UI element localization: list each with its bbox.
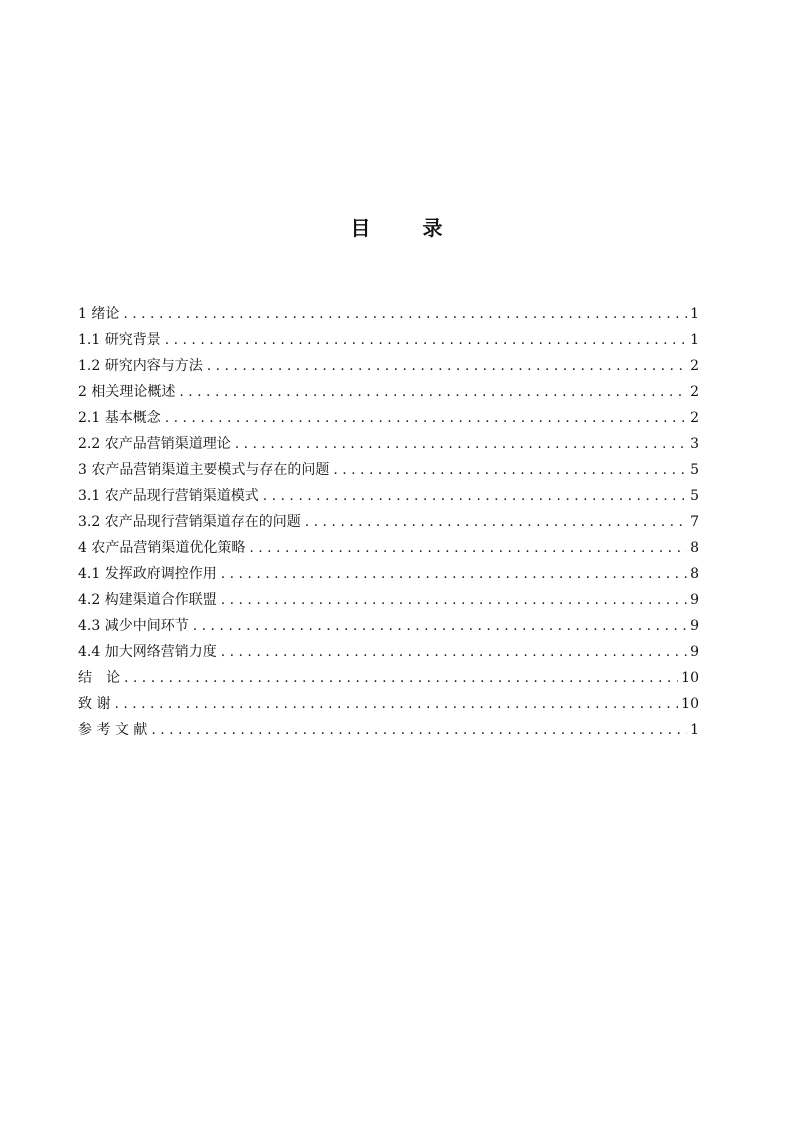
toc-entry-page-number: 2 [690,358,699,374]
toc-entry-label: 2.2 农产品营销渠道理论 [78,436,231,452]
toc-entry-page-number: 10 [681,670,699,686]
toc-entry[interactable] [78,613,699,639]
toc-entry-label: 1.1 研究背景 [78,332,161,348]
toc-dot-leader [207,353,687,379]
toc-entry-label: 4 农产品营销渠道优化策略 [78,540,246,556]
toc-dot-leader [165,327,687,353]
toc-entry[interactable] [78,379,699,405]
toc-entry[interactable] [78,509,699,535]
toc-entry-label: 1 绪论 [78,306,120,322]
toc-dot-leader [235,431,687,457]
toc-entry-page-number: 1 [690,306,699,322]
toc-entry-label: 结 论 [78,670,120,686]
toc-entry-label: 2 相关理论概述 [78,384,176,400]
toc-entry-page-number: 5 [690,488,699,504]
toc-entry-page-number: 1 [690,332,699,348]
toc-entry-page-number: 8 [690,566,699,582]
toc-entry[interactable] [78,561,699,587]
toc-entry-page-number: 2 [690,384,699,400]
toc-entry[interactable] [78,717,699,743]
toc-entry-label: 参 考 文 献 [78,722,148,738]
toc-entry-label: 2.1 基本概念 [78,410,161,426]
toc-entry-page-number: 7 [690,514,699,530]
toc-entry-page-number: 2 [690,410,699,426]
toc-dot-leader [123,301,687,327]
toc-dot-leader [221,561,687,587]
toc-dot-leader [151,717,687,743]
toc-entry-label: 3 农产品营销渠道主要模式与存在的问题 [78,462,330,478]
toc-dot-leader [124,665,678,691]
toc-entry-page-number: 9 [690,644,699,660]
toc-entry[interactable] [78,639,699,665]
toc-dot-leader [193,613,687,639]
toc-entry-page-number: 1 [690,722,699,738]
toc-entry-label: 4.4 加大网络营销力度 [78,644,217,660]
toc-entry[interactable] [78,665,699,691]
toc-entry[interactable] [78,483,699,509]
toc-entry-label: 4.2 构建渠道合作联盟 [78,592,217,608]
toc-dot-leader [333,457,687,483]
toc-entry-label: 致 谢 [78,696,111,712]
toc-dot-leader [263,483,687,509]
toc-dot-leader [305,509,687,535]
toc-dot-leader [249,535,687,561]
toc-entry-label: 4.1 发挥政府调控作用 [78,566,217,582]
toc-dot-leader [165,405,687,431]
toc-entry-page-number: 10 [681,696,699,712]
toc-entry[interactable] [78,301,699,327]
toc-entry[interactable] [78,691,699,717]
toc-entry[interactable] [78,327,699,353]
toc-entry-page-number: 8 [690,540,699,556]
toc-entry-page-number: 3 [690,436,699,452]
toc-entry-page-number: 5 [690,462,699,478]
toc-title: 目 录 [350,216,459,240]
toc-dot-leader [221,639,687,665]
table-of-contents [78,301,699,743]
toc-entry[interactable] [78,431,699,457]
toc-dot-leader [179,379,687,405]
toc-entry-label: 3.2 农产品现行营销渠道存在的问题 [78,514,301,530]
toc-entry-page-number: 9 [690,592,699,608]
toc-entry-page-number: 9 [690,618,699,634]
toc-entry-label: 1.2 研究内容与方法 [78,358,203,374]
toc-entry[interactable] [78,353,699,379]
toc-dot-leader [114,691,678,717]
toc-entry-label: 4.3 减少中间环节 [78,618,189,634]
toc-dot-leader [221,587,687,613]
toc-entry[interactable] [78,535,699,561]
toc-entry[interactable] [78,405,699,431]
toc-entry-label: 3.1 农产品现行营销渠道模式 [78,488,259,504]
toc-entry[interactable] [78,457,699,483]
toc-entry[interactable] [78,587,699,613]
